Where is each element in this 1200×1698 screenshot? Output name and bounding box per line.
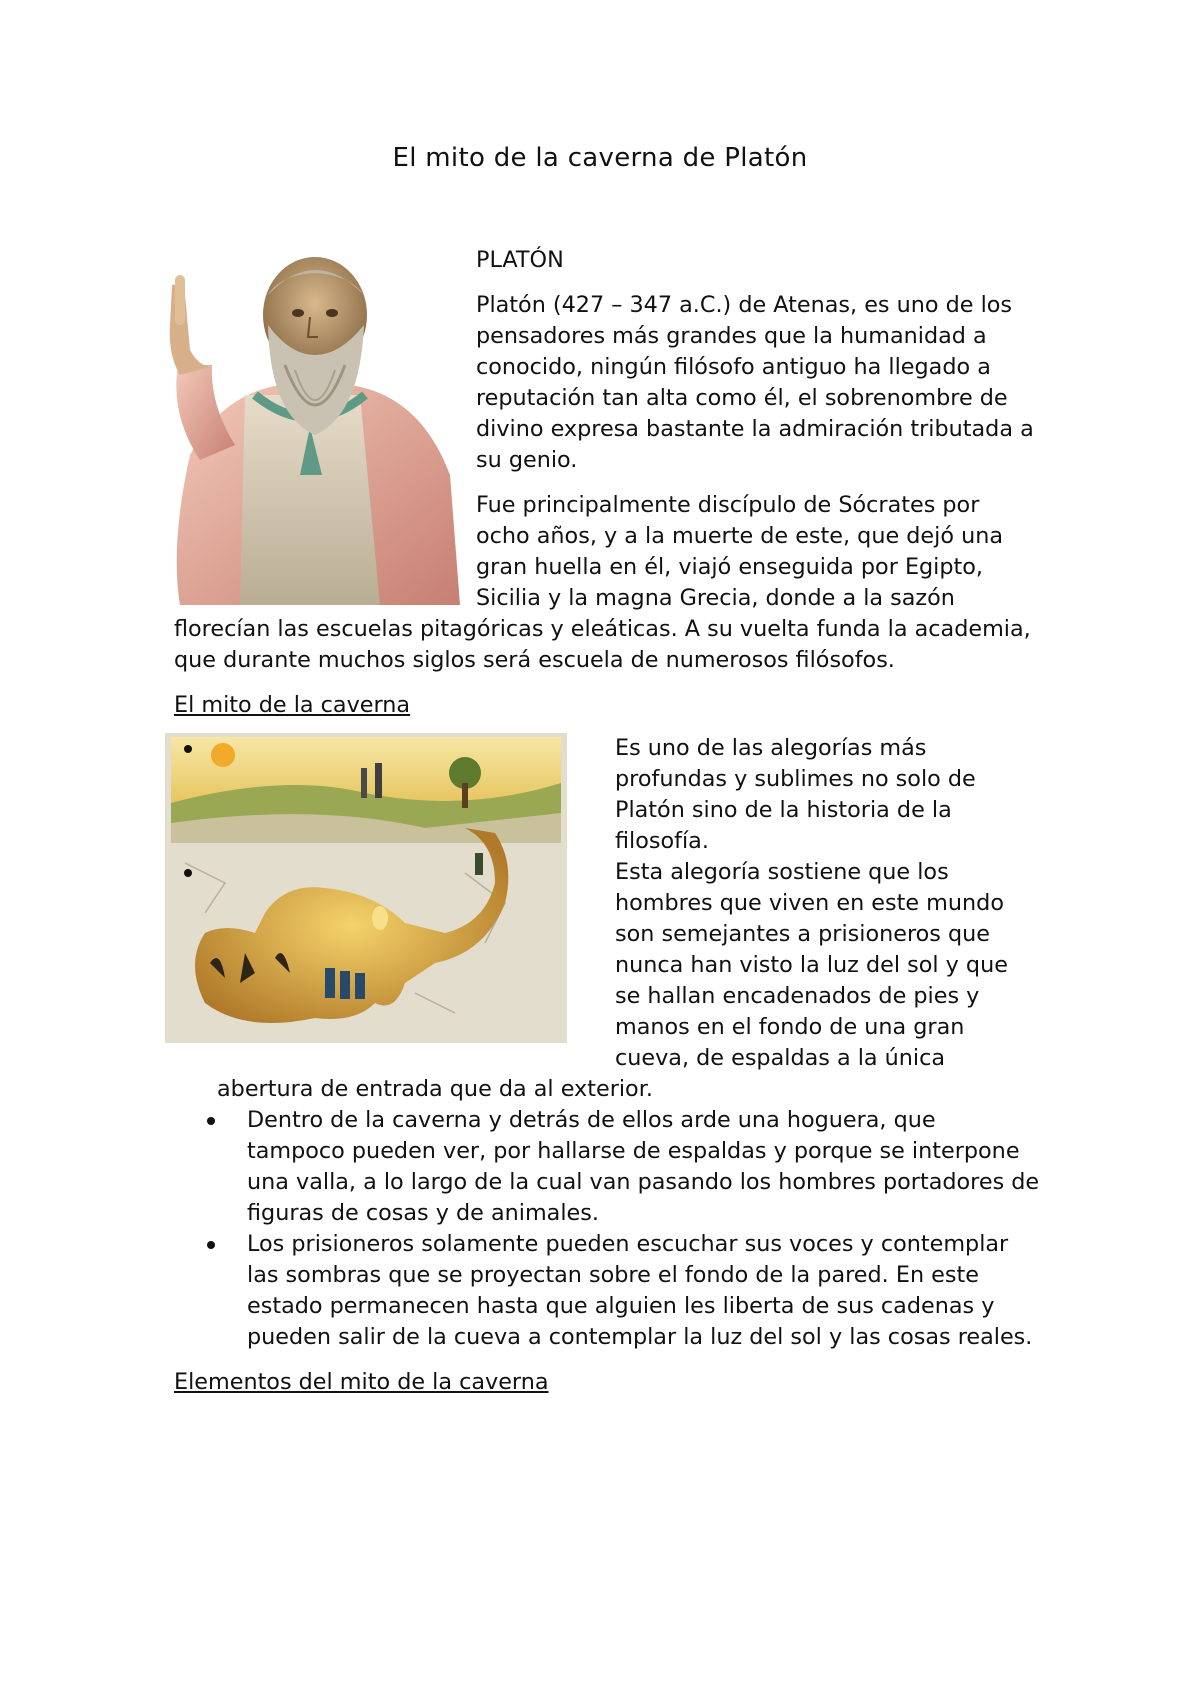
paragraph-platon-life: Fue principalmente discípulo de Sócrates por ocho años, y a la muerte de este, que dejó una gran huella en él, viajó enseguida por Egipto, Sicilia y la magna Grecia, donde a la sazón florecían las escuelas pitagóricas y eleáticas. A su vuelta funda la academia, que durante muchos siglos será escuela de numerosos filósofos.: [174, 492, 1031, 673]
list-item: Los prisioneros solamente pueden escuchar sus voces y contemplar las sombras que se proyectan sobre el fondo de la pared. En este estado permanecen hasta que alguien les liberta de sus cadenas y pueden salir de la cueva a contemplar la luz del sol y las cosas reales.: [174, 1229, 1040, 1353]
paragraph-platon-intro: Platón (427 – 347 a.C.) de Atenas, es uno de los pensadores más grandes que la humanidad a conocido, ningún filósofo antiguo ha llegado a reputación tan alta como él, el sobrenombre de divino expresa bastante la admiración tributada a su genio.: [476, 292, 1034, 473]
document-body: [174, 245, 1040, 1410]
cave-bullet-list: [174, 733, 1040, 1353]
section-heading-platon: PLATÓN: [476, 247, 564, 273]
section-heading-elementos: Elementos del mito de la caverna: [174, 1369, 549, 1395]
plato-portrait-image: [150, 245, 460, 605]
document-title: El mito de la caverna de Platón: [392, 143, 808, 173]
section-heading-mito: El mito de la caverna: [174, 692, 411, 718]
list-item: Dentro de la caverna y detrás de ellos arde una hoguera, que tampoco pueden ver, por hallarse de espaldas y porque se interpone una valla, a lo largo de la cual van pasando los hombres portadores de figuras de cosas y de animales.: [174, 1105, 1040, 1229]
list-item: Esta alegoría sostiene que los hombres que viven en este mundo son semejantes a prisioneros que nunca han visto la luz del sol y que se hallan encadenados de pies y manos en el fondo de una gran cueva, de espaldas a la única abertura de entrada que da al exterior.: [174, 857, 1040, 1105]
list-item: Es uno de las alegorías más profundas y sublimes no solo de Platón sino de la historia de la filosofía.: [174, 733, 1040, 857]
